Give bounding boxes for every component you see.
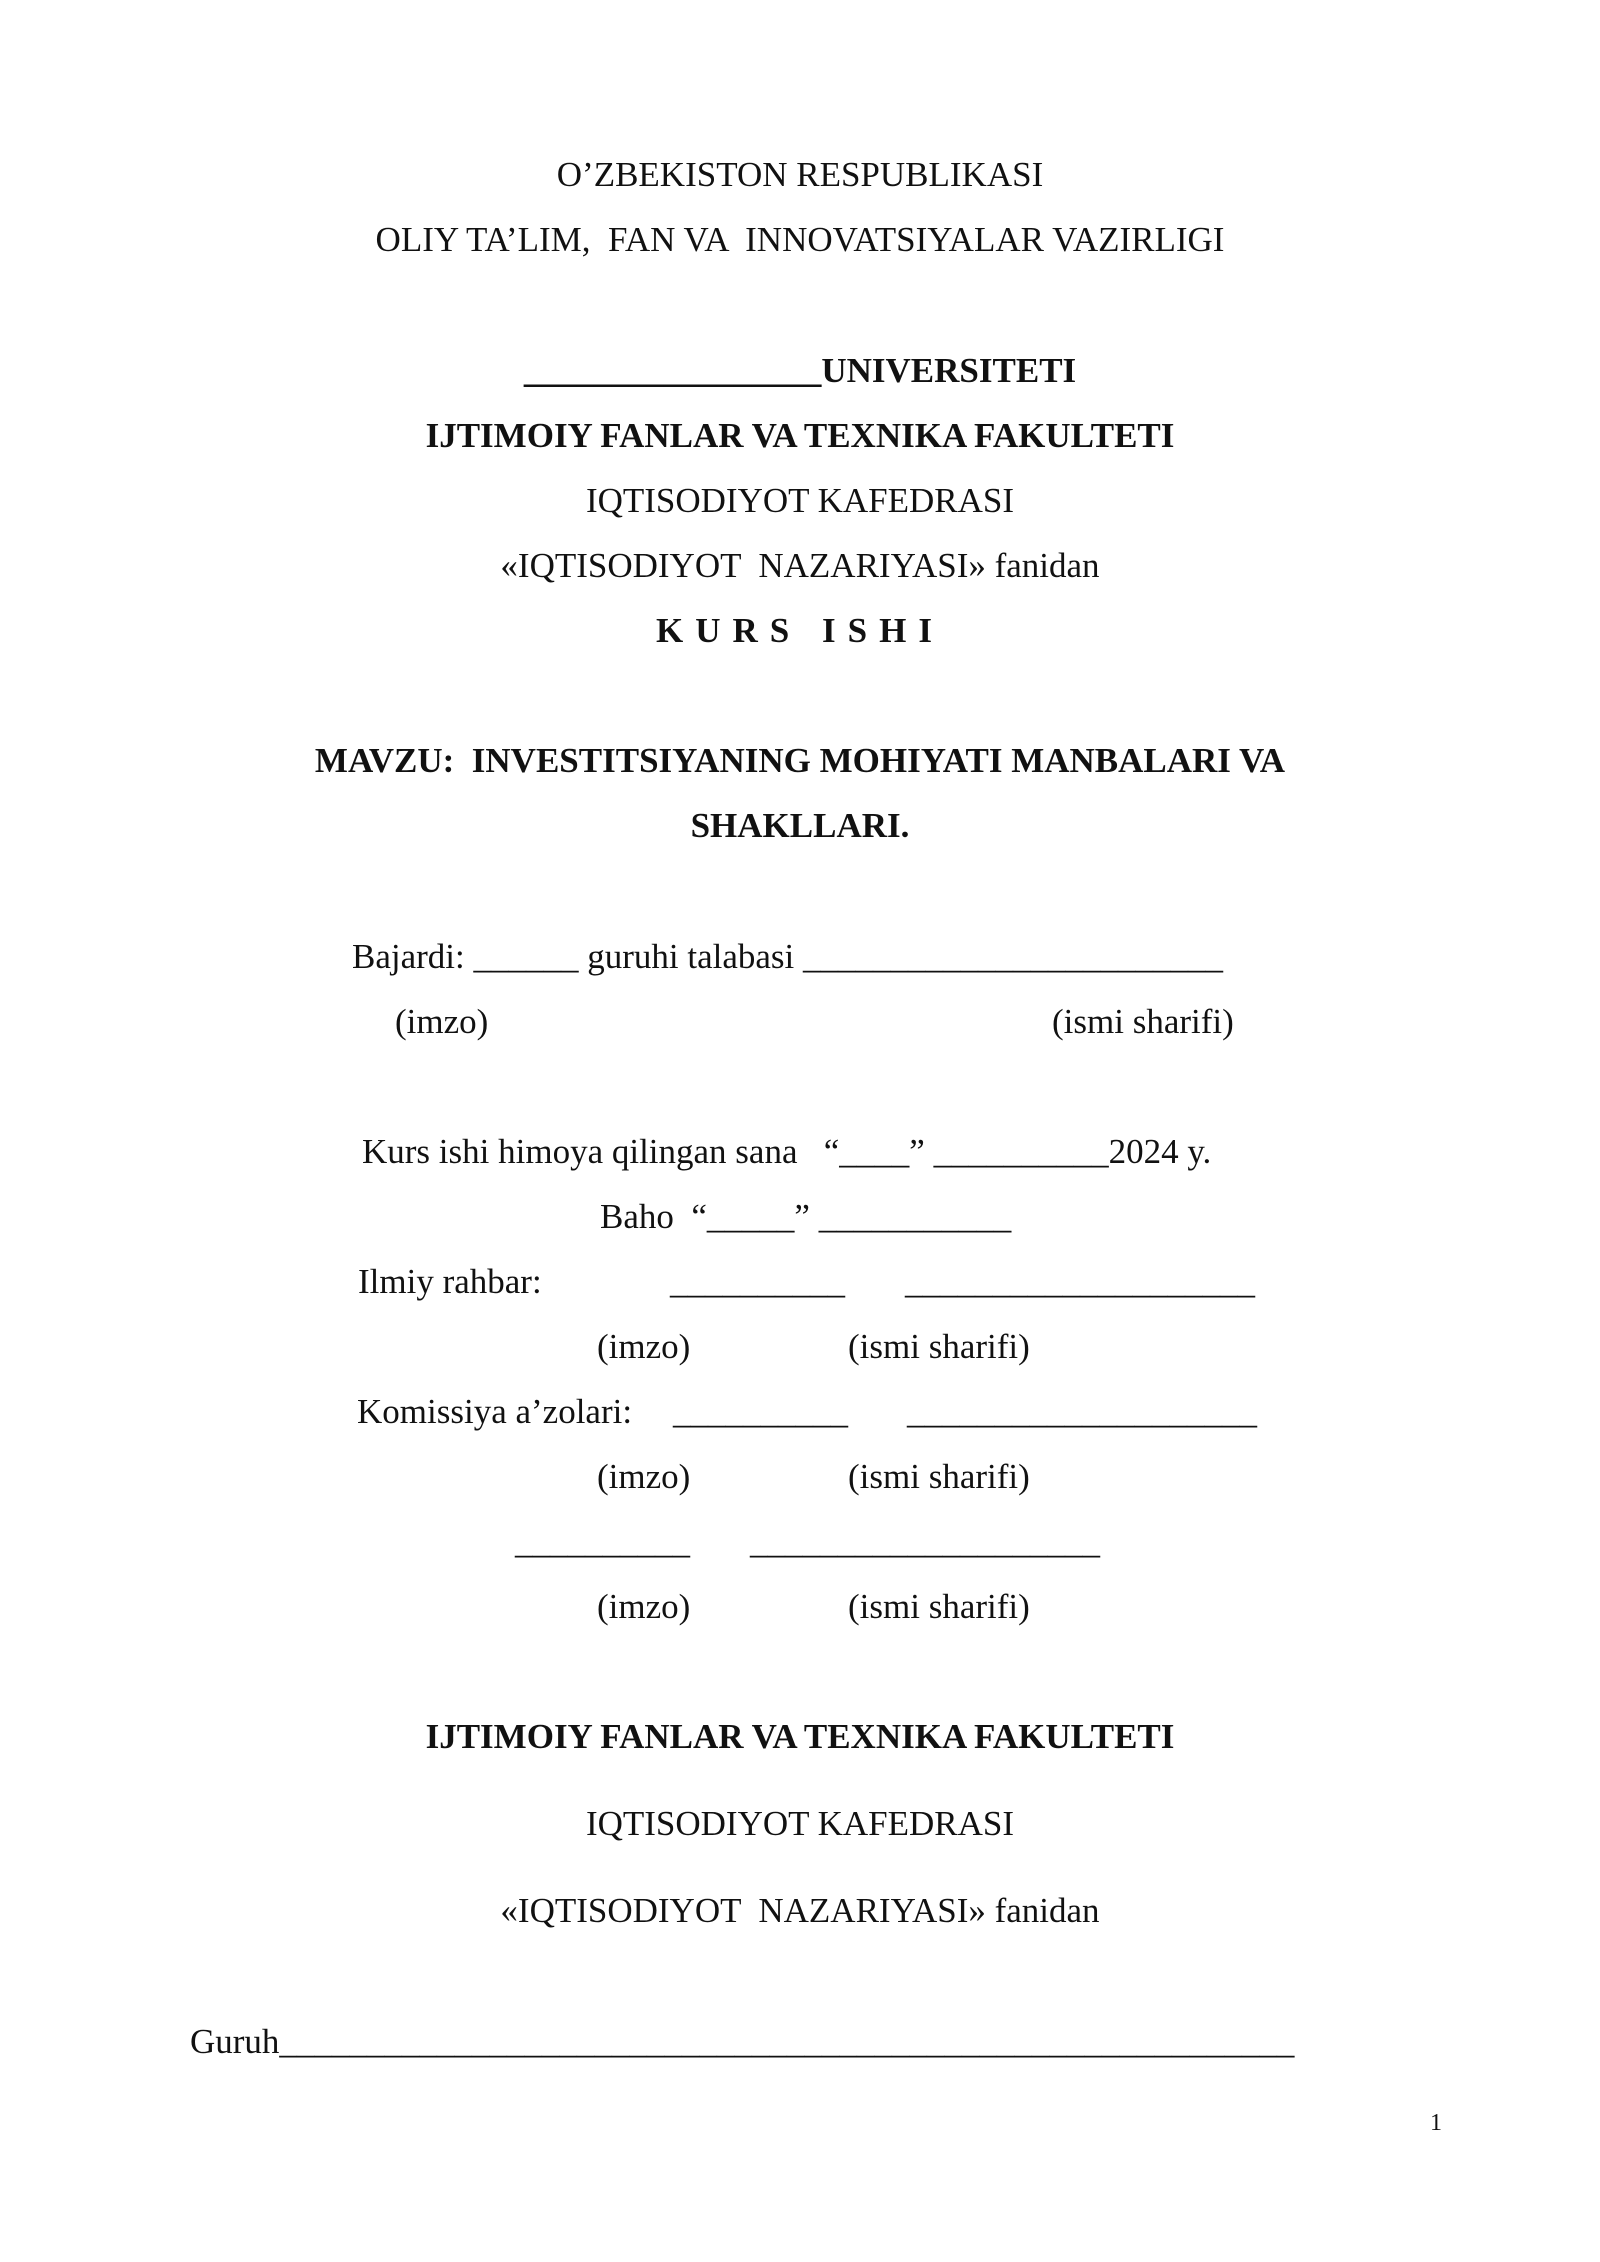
student-sign-label: (imzo) xyxy=(395,1002,489,1041)
defense-date-line: Kurs ishi himoya qilingan sana “____” __________2024 y. xyxy=(362,1132,1212,1171)
work-type-title: KURS ISHI xyxy=(656,611,944,650)
subject-line: «IQTISODIYOT NAZARIYASI» fanidan xyxy=(500,546,1100,585)
supervisor-label: Ilmiy rahbar: xyxy=(358,1262,542,1301)
page-number: 1 xyxy=(1430,2110,1442,2136)
member2-sign-blank: __________ xyxy=(515,1522,690,1561)
member2-name-label: (ismi sharifi) xyxy=(848,1587,1030,1626)
commission-label: Komissiya a’zolari: xyxy=(357,1392,633,1431)
footer-subject: «IQTISODIYOT NAZARIYASI» fanidan xyxy=(500,1891,1100,1930)
supervisor-name-label: (ismi sharifi) xyxy=(848,1327,1030,1366)
country-heading: O’ZBEKISTON RESPUBLIKASI xyxy=(556,155,1044,194)
member2-name-blank: ____________________ xyxy=(750,1522,1100,1561)
department-heading: IQTISODIYOT KAFEDRASI xyxy=(585,481,1015,520)
commission-sign-label: (imzo) xyxy=(597,1457,691,1496)
commission-name-label: (ismi sharifi) xyxy=(848,1457,1030,1496)
topic-line-1: MAVZU: INVESTITSIYANING MOHIYATI MANBALARI VA xyxy=(314,741,1286,780)
commission-name-blank: ____________________ xyxy=(907,1392,1257,1431)
supervisor-name-blank: ____________________ xyxy=(905,1262,1255,1301)
footer-faculty: IJTIMOIY FANLAR VA TEXNIKA FAKULTETI xyxy=(425,1717,1175,1756)
commission-sign-blank: __________ xyxy=(673,1392,848,1431)
university-heading: _________________UNIVERSITETI xyxy=(523,351,1077,390)
topic-line-2: SHAKLLARI. xyxy=(690,806,910,845)
footer-department: IQTISODIYOT KAFEDRASI xyxy=(585,1804,1015,1843)
faculty-heading: IJTIMOIY FANLAR VA TEXNIKA FAKULTETI xyxy=(425,416,1175,455)
ministry-heading: OLIY TA’LIM, FAN VA INNOVATSIYALAR VAZIRLIGI xyxy=(375,220,1225,259)
student-line: Bajardi: ______ guruhi talabasi ________________________ xyxy=(352,937,1224,976)
member2-sign-label: (imzo) xyxy=(597,1587,691,1626)
grade-line: Baho “_____” ___________ xyxy=(600,1197,1012,1236)
supervisor-sign-label: (imzo) xyxy=(597,1327,691,1366)
supervisor-sign-blank: __________ xyxy=(670,1262,845,1301)
group-line: Guruh__________________________________________________________ xyxy=(190,2022,1295,2061)
student-name-label: (ismi sharifi) xyxy=(1052,1002,1234,1041)
